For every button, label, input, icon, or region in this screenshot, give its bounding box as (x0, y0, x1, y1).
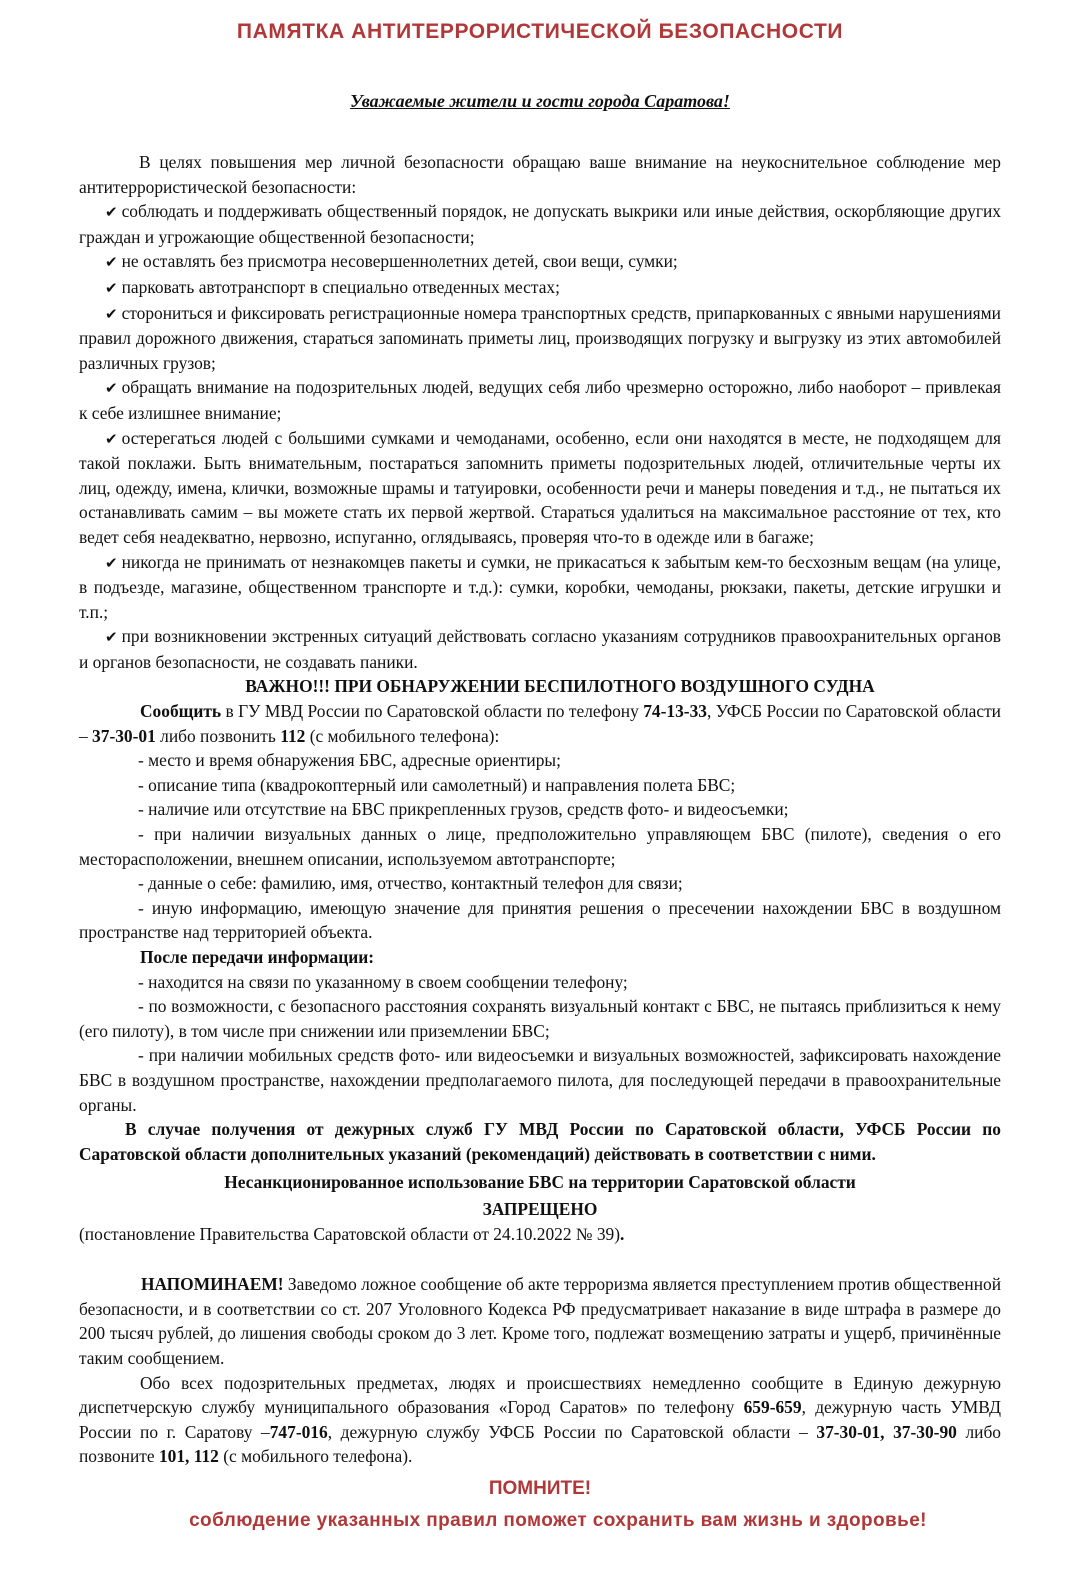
rule-item (79, 249, 1001, 275)
rule-text: не оставлять без присмотра несовершеннолетних детей, свои вещи, сумки; (121, 251, 678, 272)
rule-item (79, 275, 1001, 301)
drone-info-item: - при наличии визуальных данных о лице, предположительно управляющем БВС (пилоте), сведения о его месторасположении, внешнем описании, используемом автотранспорте; (79, 824, 1001, 869)
check-icon: ✔ (105, 379, 118, 398)
decree-line (79, 1222, 1001, 1247)
contacts-text: Обо всех подозрительных предметах, людях и происшествиях немедленно сообщите в Единую дежурную диспетчерскую службу муниципального образования «Город Саратов» по телефону (79, 1372, 1001, 1418)
drone-heading: ВАЖНО!!! ПРИ ОБНАРУЖЕНИИ БЕСПИЛОТНОГО ВОЗДУШНОГО СУДНА (245, 676, 875, 697)
reminder-text: Заведомо ложное сообщение об акте терроризма является преступлением против общественной безопасности, и в соответствии со ст. 207 Уголовного Кодекса РФ предусматривает наказание в виде штрафа в размере до 200 тысяч рублей, до лишения свободы сроком до 3 лет. Кроме того, подлежат возмещению затраты и ущерб, причинённые таким сообщением. (79, 1274, 1002, 1368)
phone-emergency: 101, 112 (158, 1446, 219, 1467)
check-icon: ✔ (105, 553, 118, 572)
rule-item (79, 624, 1001, 674)
rule-item (79, 550, 1001, 625)
reminder-lead: НАПОМИНАЕМ! (141, 1274, 284, 1295)
rule-text: остерегаться людей с большими сумками и чемоданами, особенно, если они находятся в месте, не подходящем для такой поклажи. Быть внимательным, постараться запомнить приметы подозрительных людей, отличительные черты их лиц, одежду, имена, клички, возможные шрамы и татуировки, особенности речи и манеры поведения и т.д., не пытаться их останавливать самим – вы можете стать их первой жертвой. Стараться удалиться на максимальное расстояние от тех, кто ведет себя неадекватно, нервозно, испуганно, оглядываясь, проверяя что-то в одежде или в багаже; (79, 427, 1001, 547)
rule-text: никогда не принимать от незнакомцев пакеты и сумки, не прикасаться к забытым кем-то бесхозным вещам (на улице, в подъезде, магазине, общественном транспорте и т.д.): сумки, коробки, чемоданы, рюкзаки, пакеты, детские игрушки и т.п.; (79, 551, 1001, 622)
rule-text: сторониться и фиксировать регистрационные номера транспортных средств, припаркованных с явными нарушениями правил дорожного движения, стараться запоминать приметы лиц, производящих погрузку и выгрузку из этих автомобилей различных грузов; (79, 302, 1001, 373)
forbidden-label: ЗАПРЕЩЕНО (482, 1198, 598, 1219)
report-text: в ГУ МВД России по Саратовской области по телефону (221, 701, 644, 722)
phone-mvd: 74-13-33 (643, 701, 707, 722)
report-text: , УФСБ России по Саратовской области – (79, 701, 1001, 746)
rule-text: обращать внимание на подозрительных людей, ведущих себя либо чрезмерно осторожно, либо наоборот – привлекая к себе излишнее внимание; (79, 377, 1001, 423)
decree-text: (постановление Правительства Саратовской области от 24.10.2022 № 39) (79, 1223, 621, 1244)
rule-item (79, 199, 1001, 249)
rule-text: при возникновении экстренных ситуаций действовать согласно указаниям сотрудников правоохранительных органов и органов безопасности, не создавать паники. (79, 626, 1001, 672)
phone-112: 112 (280, 725, 306, 746)
phone-edds: 659-659 (743, 1397, 802, 1418)
intro-paragraph: В целях повышения мер личной безопасности обращаю ваше внимание на неукоснительное соблюдение мер антитеррористической безопасности: (79, 152, 1001, 197)
contacts-text: , дежурную службу УФСБ России по Саратовской области – (327, 1421, 817, 1442)
phone-ufsb: 37-30-01, 37-30-90 (816, 1421, 957, 1442)
after-transfer-item: - по возможности, с безопасного расстояния сохранять визуальный контакт с БВС, не пытаясь приблизиться к нему (его пилоту), в том числе при снижении или приземлении БВС; (79, 996, 1001, 1041)
check-icon: ✔ (105, 253, 118, 272)
rule-item (79, 375, 1001, 425)
footer-motto: соблюдение указанных правил поможет сохранить вам жизнь и здоровье! (189, 1509, 927, 1531)
report-text: либо позвонить (155, 725, 281, 746)
after-transfer-item: - при наличии мобильных средств фото- или видеосъемки и визуальных возможностей, зафиксировать нахождение БВС в воздушном пространстве, нахождении предполагаемого пилота, для последующей передачи в правоохранительные органы. (79, 1045, 1001, 1115)
drone-report-paragraph (79, 699, 1001, 748)
phone-umvd: 747-016 (269, 1421, 328, 1442)
greeting: Уважаемые жители и гости города Саратова! (350, 91, 730, 111)
drone-info-item: - данные о себе: фамилию, имя, отчество, контактный телефон для связи; (138, 873, 683, 894)
rule-item (79, 301, 1001, 376)
contacts-paragraph (79, 1371, 1001, 1469)
contacts-text: (с мобильного телефона). (218, 1446, 413, 1467)
remember-heading: ПОМНИТЕ! (488, 1477, 592, 1499)
report-text: (с мобильного телефона): (305, 725, 500, 746)
phone-fsb: 37-30-01 (92, 725, 156, 746)
decree-period: . (620, 1223, 625, 1244)
rule-item (79, 426, 1001, 550)
drone-info-item: - наличие или отсутствие на БВС прикрепленных грузов, средств фото- и видеосъемки; (138, 799, 789, 820)
contacts-text: , дежурную часть УМВД России по г. Саратову – (79, 1397, 1001, 1442)
check-icon: ✔ (105, 304, 118, 323)
drone-info-item: - описание типа (квадрокоптерный или самолетный) и направления полета БВС; (138, 774, 736, 795)
after-transfer-heading: После передачи информации: (140, 947, 375, 967)
reminder-paragraph (79, 1272, 1001, 1370)
rule-text: соблюдать и поддерживать общественный порядок, не допускать выкрики или иные действия, оскорбляющие других граждан и угрожающие общественной безопасности; (79, 201, 1001, 247)
contacts-text: либо позвоните (79, 1421, 1001, 1467)
after-transfer-item: - находится на связи по указанному в своем сообщении телефону; (138, 971, 628, 992)
check-icon: ✔ (105, 429, 118, 448)
drone-info-item: - место и время обнаружения БВС, адресные ориентиры; (138, 750, 561, 771)
check-icon: ✔ (105, 628, 118, 647)
authorities-note: В случае получения от дежурных служб ГУ МВД России по Саратовской области, УФСБ России по Саратовской области дополнительных указаний (рекомендаций) действовать в соответствии с ними. (79, 1119, 1001, 1164)
report-lead: Сообщить (140, 701, 222, 722)
check-icon: ✔ (105, 203, 118, 222)
memo-title: ПАМЯТКА АНТИТЕРРОРИСТИЧЕСКОЙ БЕЗОПАСНОСТИ (236, 20, 844, 43)
unauthorized-use-line: Несанкционированное использование БВС на территории Саратовской области (224, 1172, 856, 1193)
check-icon: ✔ (105, 278, 118, 297)
rule-text: парковать автотранспорт в специально отведенных местах; (121, 276, 560, 297)
drone-info-item: - иную информацию, имеющую значение для принятия решения о пресечении нахождении БВС в воздушном пространстве над территорией объекта. (79, 897, 1001, 943)
